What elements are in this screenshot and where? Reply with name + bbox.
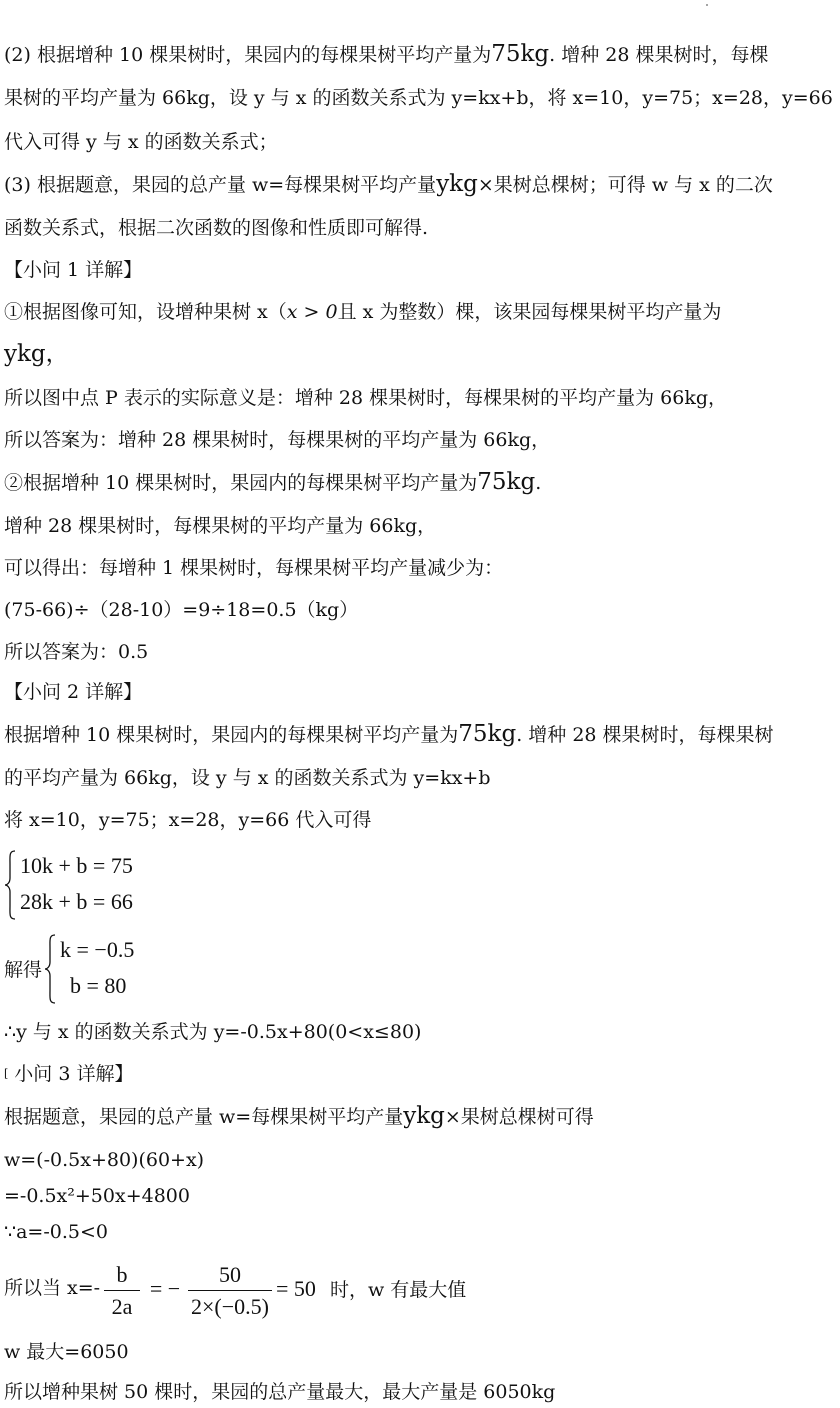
frac2-denominator: 2×(−0.5) [191,1294,269,1319]
text-line-6 [4,300,836,324]
text-line-16: 的平均产量为 66kg，设 y 与 x 的函数关系式为 y=kx+b [4,767,491,789]
text-line-25: 所以增种果树 50 棵时，果园的总产量最大，最大产量是 6050kg [4,1381,556,1403]
frac1-numerator: b [116,1262,128,1287]
text-l6-cond: x > 0 [286,301,338,323]
text-line-4 [4,172,836,197]
text-line-18: ∴y 与 x 的函数关系式为 y=-0.5x+80(0<x≤80) [4,1021,422,1043]
solve-label: 解得 [4,959,43,981]
heading-3-text: 小问 3 详解】 [14,1063,134,1085]
text-line-22: ∵a=-0.5<0 [4,1221,108,1243]
text-line-17: 将 x=10，y=75；x=28，y=66 代入可得 [4,809,372,831]
sys2-eq2: b = 80 [70,973,127,998]
sys1-eq2: 28k + b = 66 [20,889,133,914]
text-l4b: ×果树总棵树；可得 w 与 x 的二次 [477,174,773,196]
heading-3-mark: [ [4,1067,9,1080]
text-line-1 [4,42,836,67]
text-line-8: 所以图中点 P 表示的实际意义是：增种 28 棵果树时，每棵果树的平均产量为 66kg， [4,387,728,409]
text-line-12: 可以得出：每增种 1 棵果树时，每棵果树平均产量减少为： [4,557,504,579]
text-l15a: 根据增种 10 棵果树时，果园内的每棵果树平均产量为 [4,724,459,746]
text-line-7: ykg， [4,341,69,367]
text-l15b: . 增种 28 棵果树时，每棵果树 [516,724,774,746]
text-line-19 [4,1104,836,1129]
text-line-2: 果树的平均产量为 66kg，设 y 与 x 的函数关系式为 y=kx+b，将 x=10，y=75；x=28，y=66 [4,87,833,109]
text-l10b: . [535,472,542,494]
text-line-14: 所以答案为：0.5 [4,641,149,663]
equation-system-2 [44,934,204,1004]
text-l19-big: ykg [403,1103,445,1129]
equation-system-1 [4,850,204,920]
text-line-11: 增种 28 棵果树时，每棵果树的平均产量为 66kg， [4,515,437,537]
text-l4a: (3) 根据题意，果园的总产量 w=每棵果树平均产量 [4,174,437,196]
text-line-21: =-0.5x²+50x+4800 [4,1185,190,1207]
text-l1: (2) 根据增种 10 棵果树时，果园内的每棵果树平均产量为 [4,44,492,66]
text-l10-big: 75kg [477,469,536,495]
equals-result: = 50 [276,1276,316,1301]
section-heading-1: 【小问 1 详解】 [4,259,143,281]
frac2-numerator: 50 [219,1262,241,1287]
text-line-23b: 时，w 有最大值 [330,1279,467,1301]
text-l1-tail: . 增种 28 棵果树时，每棵 [549,44,769,66]
frac1-denominator: 2a [111,1294,133,1319]
equals-minus: = − [149,1276,181,1301]
frac2-bar [188,1290,272,1291]
frac1-bar [104,1290,140,1291]
left-brace-icon [44,934,56,1004]
text-l19a: 根据题意，果园的总产量 w=每棵果树平均产量 [4,1106,404,1128]
text-l10a: ②根据增种 10 棵果树时，果园内的每棵果树平均产量为 [4,472,478,494]
text-l1-big: 75kg [491,41,550,67]
text-l6b: 且 x 为整数）棵，该果园每棵果树平均产量为 [337,301,722,323]
text-line-3: 代入可得 y 与 x 的函数关系式； [4,131,278,153]
text-line-23a: 所以当 x=- [4,1277,101,1299]
text-line-10 [4,470,836,495]
text-line-24: w 最大=6050 [4,1341,129,1363]
text-l19b: ×果树总棵树可得 [444,1106,594,1128]
text-line-13: (75-66)÷（28-10）=9÷18=0.5（kg） [4,599,359,621]
section-heading-3 [4,1062,836,1086]
section-heading-2: 【小问 2 详解】 [4,681,143,703]
text-l15-big: 75kg [458,721,517,747]
text-line-20: w=(-0.5x+80)(60+x) [4,1149,205,1171]
sys2-eq1: k = −0.5 [60,937,135,962]
left-brace-icon [4,850,16,920]
text-l4-big: ykg [436,171,478,197]
text-line-5: 函数关系式，根据二次函数的图像和性质即可解得. [4,217,429,239]
text-line-9: 所以答案为：增种 28 棵果树时，每棵果树的平均产量为 66kg， [4,429,551,451]
sys1-eq1: 10k + b = 75 [20,853,133,878]
text-l6a: ①根据图像可知，设增种果树 x（ [4,301,287,323]
scan-speck [706,4,708,6]
text-line-15 [4,722,836,747]
